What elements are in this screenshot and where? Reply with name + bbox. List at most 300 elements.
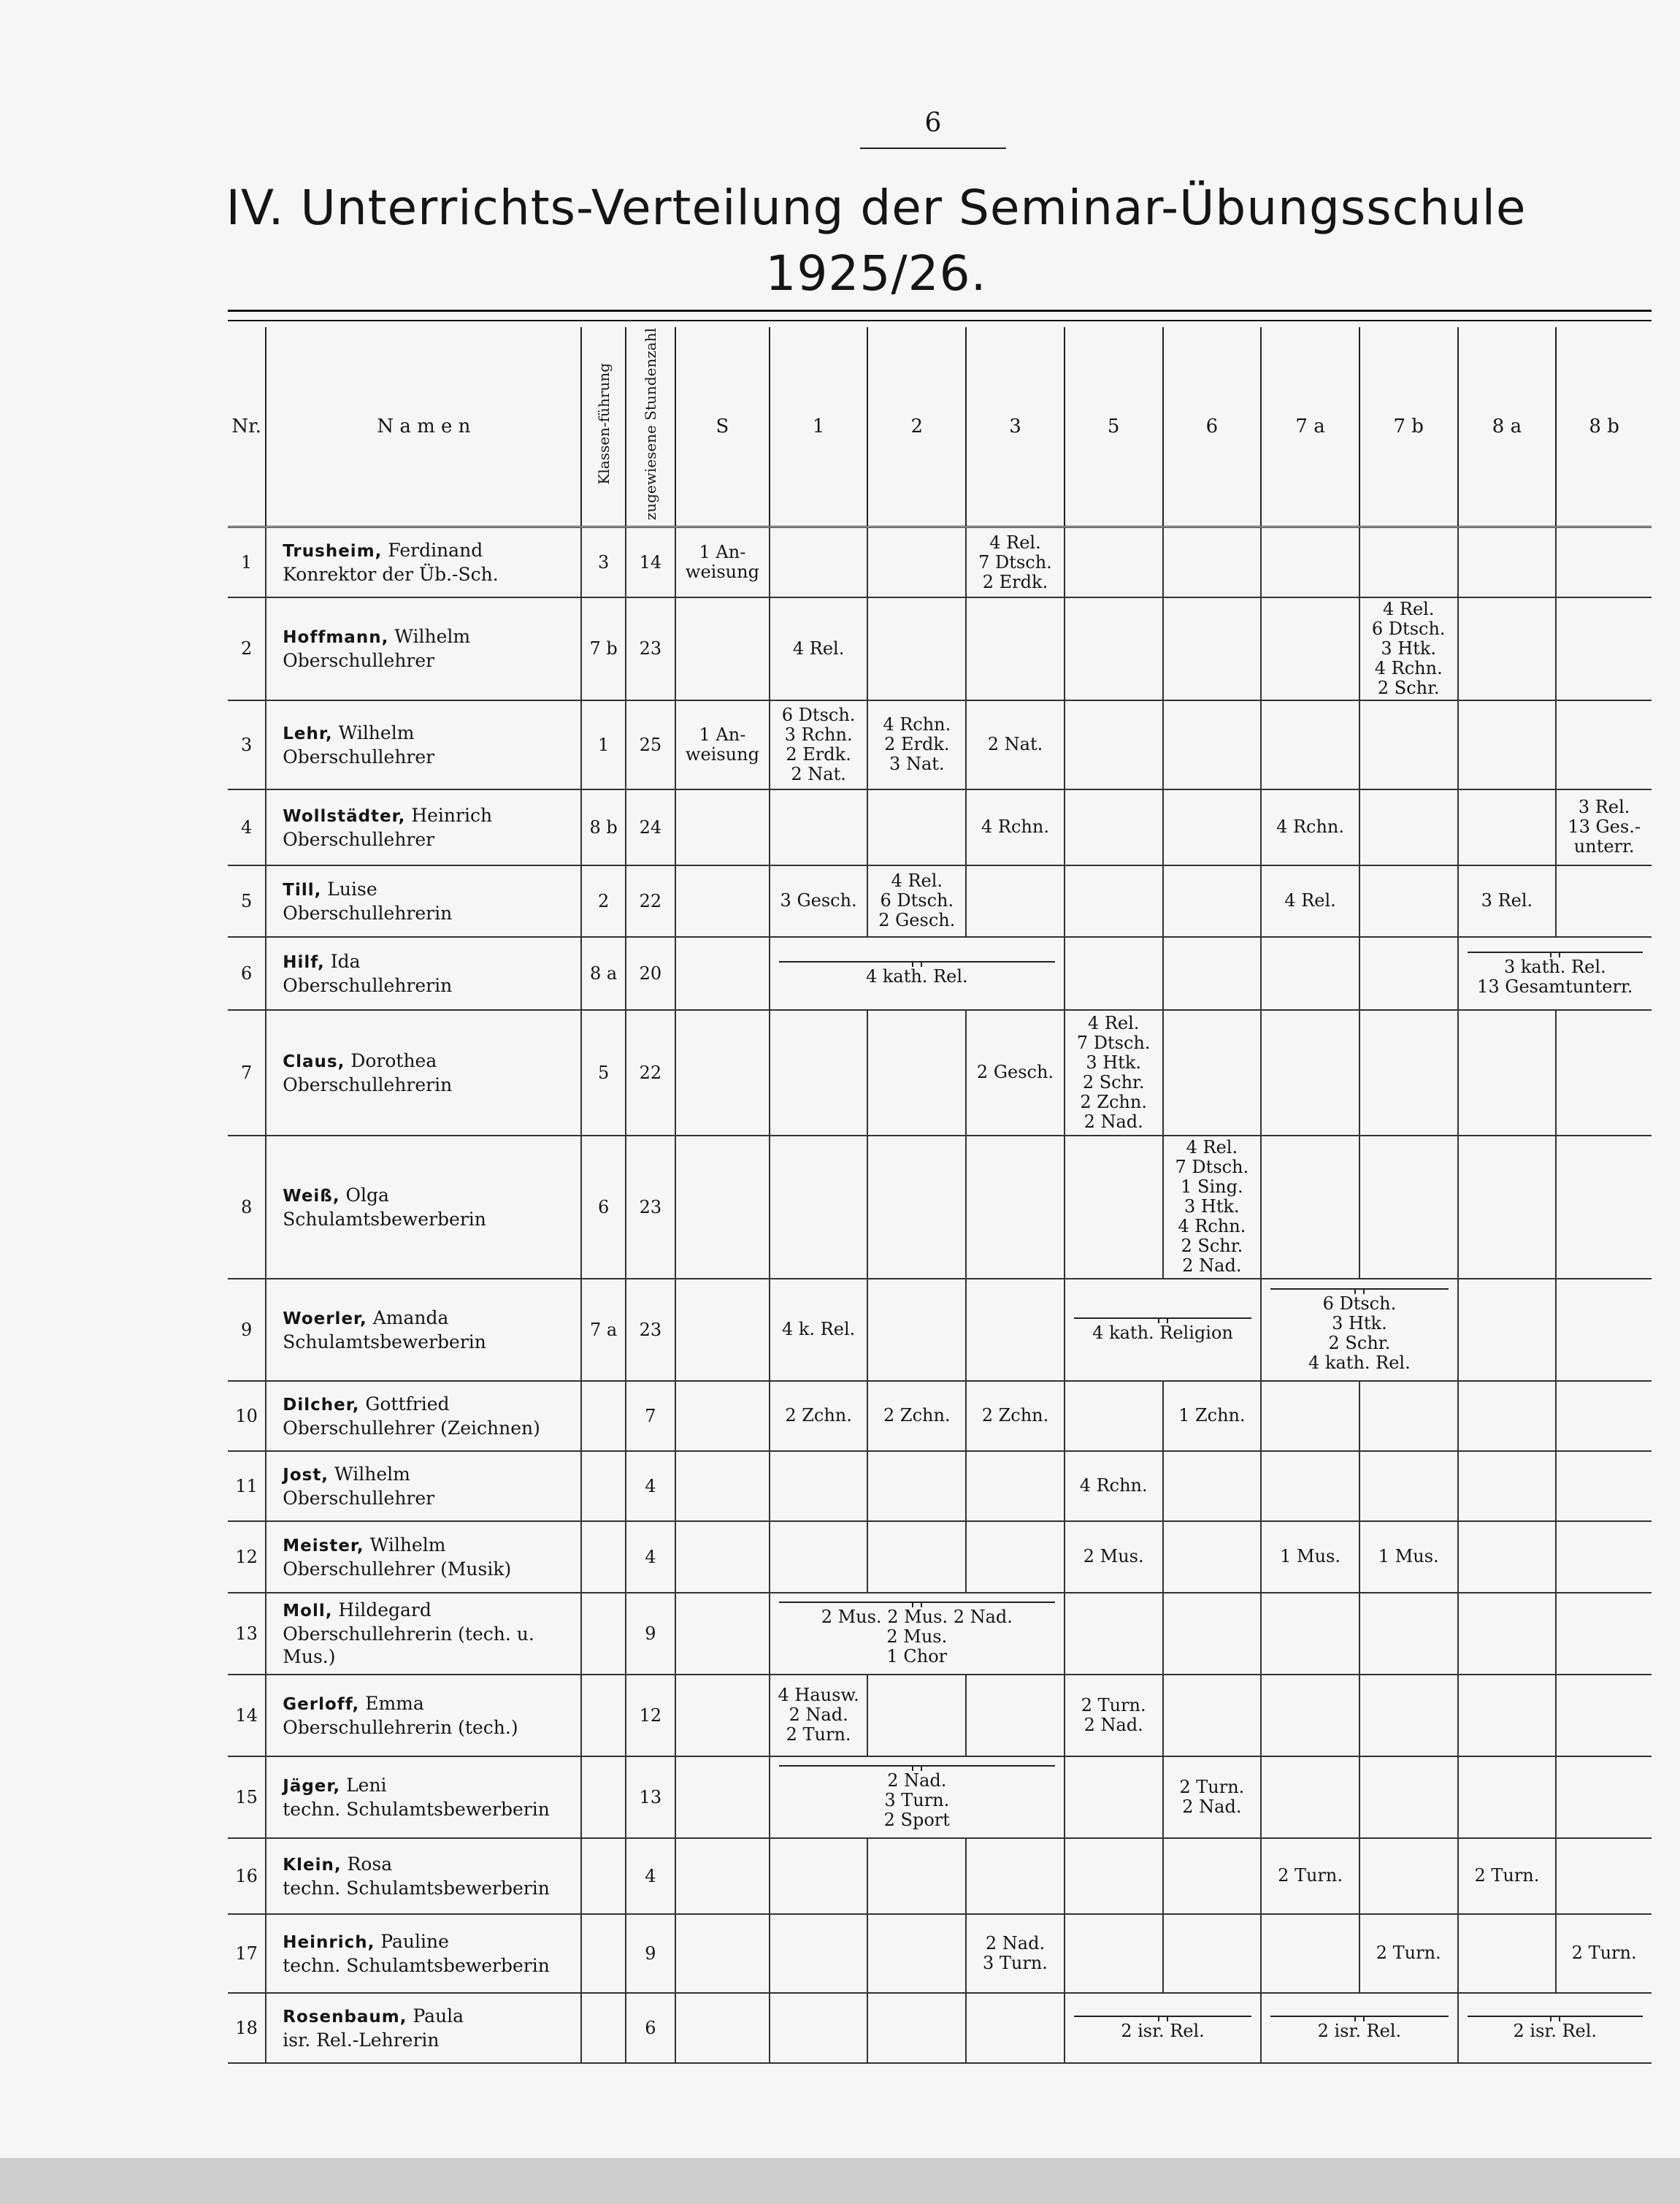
grouping-brace: [1270, 2016, 1448, 2021]
stundenzahl-cell: 24: [626, 789, 675, 865]
row-number: 14: [228, 1675, 266, 1756]
subject-cell: [1359, 1136, 1458, 1279]
subject-cell: [1261, 1675, 1359, 1756]
teacher-given-name: Hildegard: [338, 1599, 431, 1621]
row-number: 11: [228, 1451, 266, 1521]
subject-span-cell: [1065, 1279, 1261, 1381]
subject-cell: [1556, 1675, 1652, 1756]
subject-span-cell: [770, 1593, 1065, 1675]
subject-cell: [1458, 1914, 1557, 1993]
subject-cell: [770, 1914, 868, 1993]
klassenfuehrung-cell: [581, 1756, 625, 1838]
teacher-role: Schulamtsbewerberin: [283, 1208, 486, 1230]
subject-text: 4 Rchn.: [1276, 816, 1345, 838]
klassenfuehrung-cell: [581, 1993, 625, 2063]
subject-cell: [675, 1914, 770, 1993]
subject-cell: [675, 527, 770, 597]
row-number: 3: [228, 700, 266, 789]
header-class-2: 2: [867, 327, 966, 527]
header-class-3: 3: [966, 327, 1065, 527]
stundenzahl-cell: 23: [626, 1136, 675, 1279]
subject-text: 3 Rel. 13 Ges.- unterr.: [1568, 797, 1641, 857]
subject-cell: [966, 1675, 1065, 1756]
subject-cell: [867, 527, 966, 597]
teacher-role: Oberschullehrer: [283, 746, 435, 768]
subject-cell: [966, 1381, 1065, 1451]
subject-cell: [867, 1451, 966, 1521]
subject-text: 2 Turn. 2 Nad.: [1179, 1776, 1245, 1817]
subject-cell: [1065, 1381, 1163, 1451]
table-row: [228, 1593, 1652, 1675]
teacher-name-line: [283, 878, 578, 902]
table-row: [228, 1521, 1652, 1593]
row-number: 16: [228, 1838, 266, 1914]
teacher-name-line: [283, 1930, 578, 1954]
teacher-name-cell: [266, 1593, 581, 1675]
table-row: [228, 789, 1652, 865]
subject-cell: [1163, 1381, 1262, 1451]
subject-text: 2 isr. Rel.: [1513, 2021, 1597, 2042]
subject-text: 2 isr. Rel.: [1121, 2021, 1205, 2042]
stundenzahl-cell: 9: [626, 1593, 675, 1675]
subject-cell: [1359, 1381, 1458, 1451]
table-row: [228, 1136, 1652, 1279]
klassenfuehrung-cell: 7 a: [581, 1279, 625, 1381]
subject-cell: [1163, 1136, 1262, 1279]
subject-cell: [966, 789, 1065, 865]
subject-cell: [1065, 1675, 1163, 1756]
klassenfuehrung-cell: [581, 1381, 625, 1451]
teacher-name-line: [283, 1393, 578, 1417]
subject-cell: [1065, 1914, 1163, 1993]
subject-cell: [1359, 527, 1458, 597]
subject-text: 2 Turn.: [1474, 1865, 1540, 1886]
stundenzahl-cell: 4: [626, 1521, 675, 1593]
table-row: [228, 937, 1652, 1010]
subject-cell: [1163, 789, 1262, 865]
teacher-surname: Lehr,: [283, 724, 333, 743]
subject-cell: [1163, 1010, 1262, 1136]
page-number: 6: [924, 108, 942, 138]
subject-cell: [867, 789, 966, 865]
subject-cell: [1556, 1451, 1652, 1521]
subject-cell: [1163, 700, 1262, 789]
subject-cell: [1065, 1010, 1163, 1136]
teacher-role: isr. Rel.-Lehrerin: [283, 2029, 440, 2051]
teacher-name-cell: [266, 1756, 581, 1838]
teacher-given-name: Leni: [346, 1774, 387, 1796]
teacher-name-cell: [266, 865, 581, 937]
subject-cell: [1359, 1010, 1458, 1136]
teacher-name-cell: [266, 1136, 581, 1279]
subject-cell: [770, 1010, 868, 1136]
stundenzahl-cell: 22: [626, 865, 675, 937]
subject-cell: [867, 1010, 966, 1136]
teacher-role: Oberschullehrerin: [283, 902, 453, 924]
teacher-name-cell: [266, 1521, 581, 1593]
subject-cell: [1261, 527, 1359, 597]
subject-text: 4 kath. Rel.: [865, 966, 968, 987]
subject-text: 4 Rel.: [792, 638, 845, 659]
teacher-name-cell: [266, 937, 581, 1010]
teacher-name-cell: [266, 1675, 581, 1756]
subject-cell: [966, 1451, 1065, 1521]
subject-cell: [1458, 1675, 1557, 1756]
teacher-name-cell: [266, 1993, 581, 2063]
subject-cell: [1163, 865, 1262, 937]
table-row: [228, 1675, 1652, 1756]
row-number: 12: [228, 1521, 266, 1593]
subject-cell: [1065, 865, 1163, 937]
teacher-name-cell: [266, 1010, 581, 1136]
subject-cell: [1556, 527, 1652, 597]
teacher-surname: Weiß,: [283, 1186, 340, 1206]
subject-text: 2 Zchn.: [883, 1405, 951, 1426]
subject-cell: [966, 865, 1065, 937]
subject-cell: [675, 1521, 770, 1593]
subject-text: 3 Gesch.: [780, 890, 857, 911]
subject-text: 3 Rel.: [1481, 890, 1533, 911]
table-row: [228, 1838, 1652, 1914]
table-row: [228, 527, 1652, 597]
subject-cell: [1261, 1838, 1359, 1914]
subject-cell: [867, 1279, 966, 1381]
subject-cell: [1556, 1381, 1652, 1451]
subject-text: 3 kath. Rel. 13 Gesamtunterr.: [1477, 956, 1633, 997]
table-row: [228, 1010, 1652, 1136]
subject-cell: [1556, 1136, 1652, 1279]
teacher-name-line: [283, 804, 578, 828]
subject-cell: [1458, 865, 1557, 937]
subject-text: 4 Rel. 6 Dtsch. 3 Htk. 4 Rchn. 2 Schr.: [1371, 598, 1446, 698]
teacher-role: techn. Schulamtsbewerberin: [283, 1954, 550, 1976]
top-rule-thin: [228, 320, 1652, 321]
table-row: [228, 1279, 1652, 1381]
row-number: 10: [228, 1381, 266, 1451]
scan-background: [0, 2158, 1680, 2204]
subject-cell: [867, 1914, 966, 1993]
stundenzahl-cell: 6: [626, 1993, 675, 2063]
subject-cell: [770, 1993, 868, 2063]
title-line-1: IV. Unterrichts-Verteilung der Seminar-Übungsschule: [226, 180, 1527, 236]
subject-cell: [1261, 700, 1359, 789]
teacher-name-line: [283, 1463, 578, 1487]
teacher-surname: Moll,: [283, 1602, 333, 1621]
subject-cell: [1163, 937, 1262, 1010]
klassenfuehrung-cell: 1: [581, 700, 625, 789]
subject-cell: [1163, 1675, 1262, 1756]
row-number: 1: [228, 527, 266, 597]
teacher-role: techn. Schulamtsbewerberin: [283, 1798, 550, 1820]
klassenfuehrung-cell: [581, 1914, 625, 1993]
subject-cell: [1458, 789, 1557, 865]
subject-cell: [1261, 789, 1359, 865]
subject-cell: [1556, 1010, 1652, 1136]
row-number: 15: [228, 1756, 266, 1838]
subject-cell: [1458, 597, 1557, 700]
teacher-name-line: [283, 1306, 578, 1331]
teacher-name-line: [283, 722, 578, 746]
row-number: 9: [228, 1279, 266, 1381]
grouping-brace: [1468, 2016, 1643, 2021]
subject-cell: [1458, 527, 1557, 597]
subject-cell: [966, 1521, 1065, 1593]
subject-cell: [675, 937, 770, 1010]
subject-text: 2 Turn.: [1376, 1943, 1441, 1964]
subject-cell: [1359, 700, 1458, 789]
table-row: [228, 1451, 1652, 1521]
subject-cell: [1556, 1838, 1652, 1914]
teacher-name-line: [283, 1049, 578, 1074]
stundenzahl-cell: 12: [626, 1675, 675, 1756]
subject-text: 2 isr. Rel.: [1317, 2021, 1402, 2042]
teacher-given-name: Rosa: [347, 1853, 393, 1875]
subject-cell: [1065, 1593, 1163, 1675]
teacher-name-cell: [266, 1381, 581, 1451]
header-class-6: 6: [1163, 327, 1262, 527]
klassenfuehrung-cell: 8 b: [581, 789, 625, 865]
subject-cell: [1163, 1593, 1262, 1675]
subject-cell: [675, 1993, 770, 2063]
teacher-given-name: Wilhelm: [338, 722, 415, 743]
subject-cell: [675, 1279, 770, 1381]
subject-cell: [1261, 937, 1359, 1010]
teacher-given-name: Luise: [327, 878, 377, 900]
subject-cell: [1261, 1010, 1359, 1136]
subject-text: 4 Rchn.: [1079, 1475, 1148, 1496]
subject-text: 1 An- weisung: [685, 724, 759, 765]
teacher-surname: Wollstädter,: [283, 806, 406, 826]
subject-cell: [966, 597, 1065, 700]
header-class-1: 1: [770, 327, 868, 527]
subject-cell: [1359, 937, 1458, 1010]
subject-cell: [867, 1675, 966, 1756]
subject-cell: [1458, 1593, 1557, 1675]
subject-cell: [1458, 1010, 1557, 1136]
header-class-5: 5: [1065, 327, 1163, 527]
row-number: 2: [228, 597, 266, 700]
subject-cell: [770, 1675, 868, 1756]
teaching-schedule-table: [228, 327, 1652, 2064]
klassenfuehrung-cell: [581, 1675, 625, 1756]
subject-text: 4 Rchn.: [981, 816, 1049, 838]
header-namen: N a m e n: [266, 327, 581, 527]
subject-cell: [770, 1136, 868, 1279]
teacher-name-line: [283, 1853, 578, 1877]
klassenfuehrung-cell: 2: [581, 865, 625, 937]
subject-cell: [1065, 597, 1163, 700]
subject-cell: [1556, 700, 1652, 789]
subject-cell: [966, 1136, 1065, 1279]
table-row: [228, 1756, 1652, 1838]
subject-cell: [1261, 865, 1359, 937]
grouping-brace: [779, 961, 1055, 967]
teacher-role: Oberschullehrer: [283, 650, 435, 672]
subject-text: 6 Dtsch. 3 Rchn. 2 Erdk. 2 Nat.: [781, 704, 856, 784]
header-class-7b: 7 b: [1359, 327, 1458, 527]
subject-cell: [675, 1593, 770, 1675]
subject-cell: [1359, 1521, 1458, 1593]
subject-span-cell: [770, 1756, 1065, 1838]
subject-text: 2 Nat.: [987, 734, 1043, 755]
teacher-surname: Dilcher,: [283, 1395, 360, 1415]
grouping-brace: [1074, 2016, 1251, 2021]
teacher-name-cell: [266, 1279, 581, 1381]
stundenzahl-cell: 25: [626, 700, 675, 789]
subject-cell: [770, 789, 868, 865]
stundenzahl-cell: 13: [626, 1756, 675, 1838]
page-title: [219, 175, 1533, 307]
table-row: [228, 1381, 1652, 1451]
subject-cell: [966, 1010, 1065, 1136]
teacher-role: Oberschullehrer (Zeichnen): [283, 1417, 540, 1439]
grouping-brace: [1074, 1317, 1251, 1323]
teacher-role: Oberschullehrer (Musik): [283, 1558, 512, 1580]
subject-cell: [770, 1521, 868, 1593]
teacher-name-line: [283, 539, 578, 563]
subject-text: 4 Rel. 7 Dtsch. 1 Sing. 3 Htk. 4 Rchn. 2 Schr. 2 Nad.: [1175, 1137, 1249, 1277]
subject-text: 2 Mus. 2 Mus. 2 Nad. 2 Mus. 1 Chor: [821, 1607, 1013, 1667]
stundenzahl-cell: 7: [626, 1381, 675, 1451]
teacher-name-cell: [266, 1838, 581, 1914]
subject-cell: [770, 597, 868, 700]
row-number: 13: [228, 1593, 266, 1675]
subject-text: 1 An- weisung: [685, 542, 759, 583]
subject-text: 4 Rel. 7 Dtsch. 3 Htk. 2 Schr. 2 Zchn. 2 Nad.: [1076, 1012, 1151, 1132]
subject-cell: [867, 1521, 966, 1593]
header-row: [228, 327, 1652, 527]
subject-text: 2 Gesch.: [976, 1062, 1054, 1083]
stundenzahl-cell: 14: [626, 527, 675, 597]
teacher-given-name: Emma: [365, 1692, 424, 1714]
subject-cell: [1163, 1838, 1262, 1914]
teacher-given-name: Pauline: [380, 1930, 449, 1952]
teacher-name-cell: [266, 527, 581, 597]
subject-cell: [1065, 1838, 1163, 1914]
subject-text: 2 Zchn.: [785, 1405, 852, 1426]
teacher-surname: Hilf,: [283, 952, 325, 972]
subject-text: 4 Rel.: [1284, 890, 1336, 911]
subject-cell: [1458, 1381, 1557, 1451]
row-number: 4: [228, 789, 266, 865]
row-number: 8: [228, 1136, 266, 1279]
stundenzahl-cell: 20: [626, 937, 675, 1010]
teacher-name-line: [283, 625, 578, 649]
stundenzahl-cell: 23: [626, 597, 675, 700]
teacher-name-line: [283, 1692, 578, 1716]
subject-cell: [1261, 1381, 1359, 1451]
teacher-name-line: [283, 1534, 578, 1558]
teacher-role: Oberschullehrer: [283, 1487, 435, 1509]
subject-cell: [1065, 789, 1163, 865]
teacher-role: techn. Schulamtsbewerberin: [283, 1877, 550, 1899]
subject-cell: [1359, 1838, 1458, 1914]
subject-cell: [867, 865, 966, 937]
stundenzahl-cell: 9: [626, 1914, 675, 1993]
table-row: [228, 700, 1652, 789]
teacher-surname: Till,: [283, 880, 322, 900]
subject-cell: [770, 700, 868, 789]
subject-cell: [1261, 1451, 1359, 1521]
teacher-surname: Rosenbaum,: [283, 2007, 407, 2027]
teacher-given-name: Olga: [345, 1184, 389, 1206]
header-nr: Nr.: [228, 327, 266, 527]
klassenfuehrung-cell: 8 a: [581, 937, 625, 1010]
row-number: 5: [228, 865, 266, 937]
subject-cell: [1458, 1521, 1557, 1593]
subject-span-cell: [1163, 1756, 1262, 1838]
subject-cell: [675, 700, 770, 789]
klassenfuehrung-cell: 7 b: [581, 597, 625, 700]
subject-cell: [867, 1993, 966, 2063]
subject-cell: [867, 1381, 966, 1451]
stundenzahl-cell: 4: [626, 1451, 675, 1521]
subject-span-cell: [1261, 1993, 1457, 2063]
teacher-surname: Trusheim,: [283, 542, 383, 562]
teacher-name-cell: [266, 1914, 581, 1993]
title-line-2: 1925/26.: [765, 245, 987, 302]
subject-cell: [1065, 1521, 1163, 1593]
teacher-name-cell: [266, 700, 581, 789]
subject-cell: [675, 1838, 770, 1914]
subject-cell: [675, 597, 770, 700]
top-rule: [228, 310, 1652, 312]
teacher-surname: Gerloff,: [283, 1694, 360, 1714]
subject-cell: [1359, 865, 1458, 937]
subject-text: 4 Rel. 7 Dtsch. 2 Erdk.: [978, 532, 1052, 592]
teacher-role: Konrektor der Üb.-Sch.: [283, 564, 499, 586]
subject-text: 2 Turn.: [1571, 1943, 1637, 1964]
subject-cell: [675, 789, 770, 865]
subject-cell: [966, 527, 1065, 597]
teacher-given-name: Heinrich: [411, 804, 493, 826]
subject-text: 6 Dtsch. 3 Htk. 2 Schr. 4 kath. Rel.: [1308, 1293, 1411, 1373]
subject-text: 2 Turn.: [1278, 1865, 1343, 1886]
subject-cell: [1359, 789, 1458, 865]
subject-cell: [1261, 1914, 1359, 1993]
subject-text: 1 Mus.: [1378, 1546, 1439, 1567]
subject-cell: [1163, 1451, 1262, 1521]
klassenfuehrung-cell: [581, 1451, 625, 1521]
teacher-surname: Jost,: [283, 1465, 329, 1485]
klassenfuehrung-cell: [581, 1521, 625, 1593]
klassenfuehrung-cell: 5: [581, 1010, 625, 1136]
subject-cell: [1065, 937, 1163, 1010]
subject-cell: [1556, 789, 1652, 865]
subject-cell: [966, 1914, 1065, 1993]
teacher-role: Oberschullehrerin (tech. u. Mus.): [283, 1623, 534, 1668]
subject-cell: [966, 700, 1065, 789]
subject-cell: [770, 527, 868, 597]
subject-cell: [675, 1381, 770, 1451]
teacher-surname: Jäger,: [283, 1776, 341, 1796]
teacher-name-cell: [266, 789, 581, 865]
teacher-name-cell: [266, 1451, 581, 1521]
subject-cell: [1163, 1521, 1262, 1593]
grouping-brace: [779, 1765, 1055, 1771]
teacher-name-cell: [266, 597, 581, 700]
subject-cell: [1458, 1451, 1557, 1521]
teacher-role: Oberschullehrerin: [283, 974, 453, 996]
subject-cell: [1359, 597, 1458, 700]
subject-text: 2 Zchn.: [981, 1405, 1049, 1426]
teacher-role: Oberschullehrer: [283, 828, 435, 850]
subject-cell: [867, 1838, 966, 1914]
subject-cell: [867, 700, 966, 789]
row-number: 18: [228, 1993, 266, 2063]
subject-cell: [1261, 1593, 1359, 1675]
page-number-rule: [860, 148, 1006, 149]
